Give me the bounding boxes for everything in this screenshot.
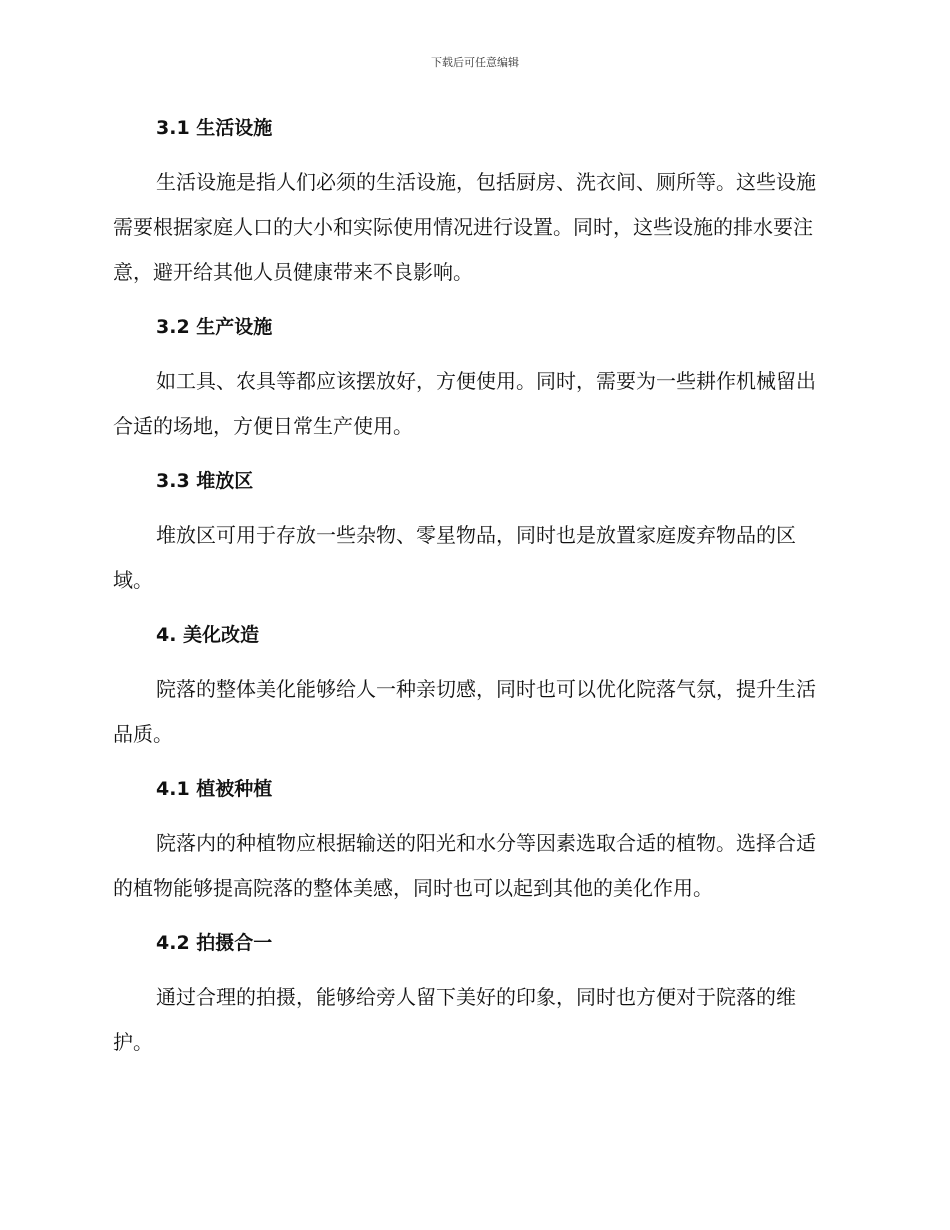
section-heading-3-3: 3.3 堆放区 xyxy=(156,470,254,492)
section-paragraph-3-1: 生活设施是指人们必须的生活设施，包括厨房、洗衣间、厕所等。这些设施需要根据家庭人口的大小和实际使用情况进行设置。同时，这些设施的排水要注意，避开给其他人员健康带来不良影响。 xyxy=(113,170,816,284)
section-paragraph-4: 院落的整体美化能够给人一种亲切感，同时也可以优化院落气氛，提升生活品质。 xyxy=(113,677,816,746)
section-heading-4-2: 4.2 拍摄合一 xyxy=(156,932,273,954)
document-body xyxy=(113,110,833,1065)
section-paragraph-4-2: 通过合理的拍摄，能够给旁人留下美好的印象，同时也方便对于院落的维护。 xyxy=(113,985,796,1054)
section-heading-4-1: 4.1 植被种植 xyxy=(156,778,273,800)
section-heading-3-2: 3.2 生产设施 xyxy=(156,316,273,338)
section-heading-3-1: 3.1 生活设施 xyxy=(156,117,273,139)
section-paragraph-3-3: 堆放区可用于存放一些杂物、零星物品，同时也是放置家庭废弃物品的区域。 xyxy=(113,523,796,592)
section-paragraph-3-2: 如工具、农具等都应该摆放好，方便使用。同时，需要为一些耕作机械留出合适的场地，方便日常生产使用。 xyxy=(113,369,816,438)
section-heading-4: 4. 美化改造 xyxy=(156,624,260,646)
section-paragraph-4-1: 院落内的种植物应根据输送的阳光和水分等因素选取合适的植物。选择合适的植物能够提高院落的整体美感，同时也可以起到其他的美化作用。 xyxy=(113,831,816,900)
page-header-note: 下载后可任意编辑 xyxy=(431,56,519,69)
